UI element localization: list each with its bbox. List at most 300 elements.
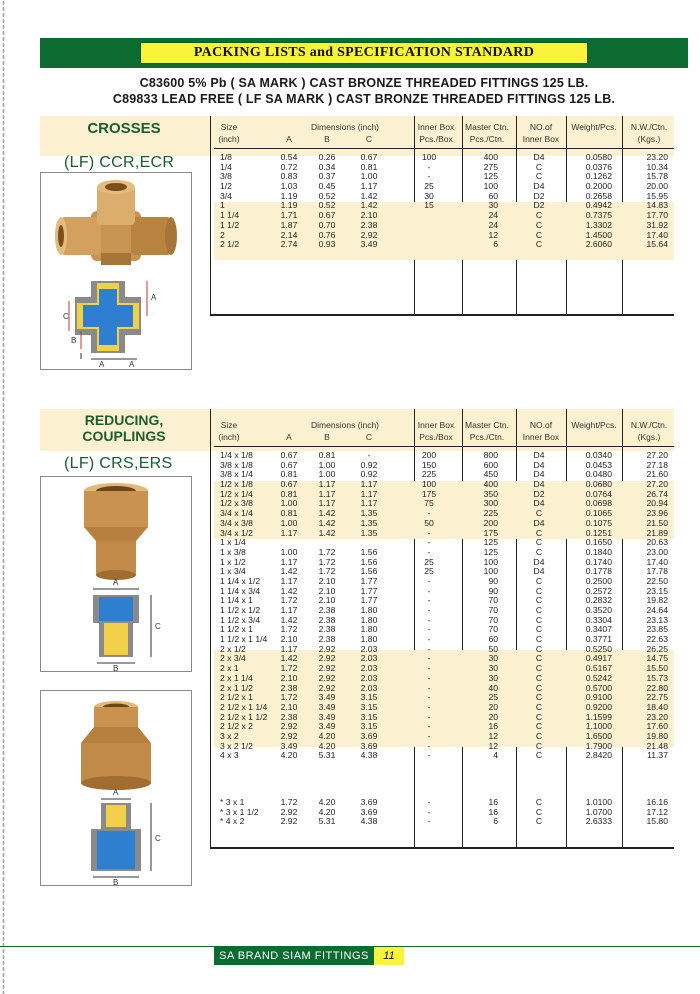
cell-nw: 17.40 (646, 229, 668, 240)
cell-wt: 1.1599 (585, 711, 612, 722)
cell-mc: 30 (488, 663, 498, 674)
cell-size: 3/4 x 3/8 (220, 517, 253, 528)
cell-mc: 30 (488, 653, 498, 664)
cell-b: 1.17 (318, 479, 336, 490)
cell-c: 0.81 (360, 161, 378, 172)
cell-b: 1.72 (318, 556, 336, 567)
cell-wt: 0.3771 (585, 634, 612, 645)
cell-size: 1 1/2 x 3/4 (220, 614, 261, 625)
cell-b: 1.17 (318, 498, 336, 509)
cell-b: 2.38 (318, 614, 336, 625)
cell-mc: 400 (483, 152, 498, 162)
cell-nw: 21.89 (646, 527, 668, 538)
cell-nw: 20.63 (646, 537, 668, 548)
cell-no: C (535, 210, 543, 221)
cell-wt: 0.0340 (585, 450, 612, 460)
cell-mc: 100 (483, 556, 498, 567)
cell-mc: 16 (488, 721, 498, 732)
header-size-crosses: Size (inch) (218, 122, 240, 144)
cell-wt: 1.3302 (585, 219, 612, 230)
cell-size: 2 1/2 x 1 (220, 692, 253, 703)
coupling-diagram (93, 589, 151, 663)
cell-ib: 200 (421, 450, 437, 460)
cell-ib: - (427, 171, 431, 182)
cell-size: * 3 x 1 (220, 797, 245, 807)
header-a-crosses: A (286, 134, 292, 144)
cell-size: 3/8 (220, 171, 232, 182)
table-row (214, 817, 674, 827)
cell-mc: 12 (488, 730, 498, 741)
cell-a: 1.42 (280, 614, 298, 625)
header-c-crosses: C (365, 134, 373, 144)
cell-b: 2.10 (318, 595, 336, 606)
cell-wt: 0.1075 (585, 517, 612, 528)
cell-wt: 0.3520 (585, 605, 612, 615)
cell-nw: 17.78 (646, 566, 668, 577)
cell-mc: 25 (488, 692, 498, 703)
cell-size: 1/2 x 1/4 (220, 488, 253, 499)
cell-ib: 50 (424, 517, 434, 528)
cell-a: 2.38 (280, 682, 298, 693)
cell-c: 1.77 (360, 585, 378, 596)
cell-wt: 2.6333 (585, 816, 612, 827)
cell-b: 2.38 (318, 624, 336, 635)
cell-no: C (535, 653, 543, 664)
cell-c: 3.15 (360, 711, 378, 722)
cell-a: 2.10 (280, 701, 298, 712)
cell-b: 2.10 (318, 585, 336, 596)
cell-b: 1.72 (318, 546, 336, 557)
cell-a: 1.17 (280, 605, 298, 615)
cell-size: 1 1/4 x 1/2 (220, 575, 261, 586)
cell-nw: 27.20 (646, 479, 668, 490)
cell-size: 1/2 (220, 181, 232, 192)
cell-ib: - (427, 692, 431, 703)
page-number: 11 (374, 947, 404, 965)
cell-nw: 23.85 (646, 624, 668, 635)
cell-size: * 4 x 2 (220, 816, 245, 827)
cell-a: 0.81 (280, 469, 298, 480)
cell-b: 0.34 (318, 161, 336, 172)
cell-wt: 1.1000 (585, 721, 612, 732)
cell-size: 1 x 3/4 (220, 566, 246, 577)
cell-no: D4 (533, 498, 545, 509)
cell-a: 2.92 (280, 721, 298, 732)
cell-ib: 30 (424, 190, 434, 201)
crosses-photo-frame (40, 172, 192, 370)
header-no-of-couplings: NO.of Inner Box (522, 420, 560, 442)
cell-ib: - (427, 614, 431, 625)
table-row (214, 240, 674, 250)
cell-ib: - (427, 643, 431, 654)
cell-wt: 0.3407 (585, 624, 612, 635)
coupling-star-diagram (91, 799, 151, 877)
cell-b: 0.37 (318, 171, 336, 182)
cell-no: C (535, 527, 543, 538)
cell-a: 2.92 (280, 816, 298, 827)
cell-c: 2.10 (360, 210, 378, 221)
cell-c: 1.56 (360, 546, 378, 557)
cell-wt: 0.9100 (585, 692, 612, 703)
cell-wt: 0.1065 (585, 508, 612, 519)
cell-c: 1.80 (360, 634, 378, 645)
cell-a: 2.92 (280, 730, 298, 741)
cell-c: 3.69 (360, 806, 378, 817)
crosses-table (214, 153, 674, 250)
cell-nw: 17.60 (646, 721, 668, 732)
cell-mc: 100 (483, 181, 498, 192)
cell-nw: 11.37 (647, 750, 668, 761)
cell-nw: 23.00 (646, 546, 668, 557)
header-nw-crosses: N.W./Ctn. (Kgs.) (630, 122, 668, 144)
cell-c: 3.15 (360, 692, 378, 703)
cell-size: 1 1/4 (220, 210, 240, 221)
header-dimensions-couplings: Dimensions (inch) (310, 420, 380, 430)
cell-nw: 27.20 (646, 450, 668, 460)
cell-no: C (535, 239, 543, 250)
cell-no: D4 (533, 152, 545, 162)
cell-ib: - (427, 624, 431, 635)
cell-mc: 12 (488, 229, 498, 240)
cell-size: 2 x 1 (220, 663, 239, 674)
cell-nw: 16.16 (646, 797, 668, 807)
cell-c: 2.03 (360, 682, 378, 693)
couplings-star-table (214, 798, 674, 827)
cell-a: 1.17 (280, 527, 298, 538)
cell-ib: - (427, 537, 431, 548)
cell-a: 2.10 (280, 634, 298, 645)
cell-size: 1 x 3/8 (220, 546, 246, 557)
cell-nw: 15.50 (646, 663, 668, 674)
cell-nw: 21.48 (646, 740, 668, 751)
cell-c: 3.15 (360, 721, 378, 732)
cell-b: 1.72 (318, 566, 336, 577)
cell-b: 5.31 (318, 816, 336, 827)
cell-wt: 0.5700 (585, 682, 612, 693)
cell-a: 1.72 (280, 624, 298, 635)
cell-mc: 20 (488, 711, 498, 722)
cell-c: 3.69 (360, 740, 378, 751)
cell-ib: - (427, 585, 431, 596)
cell-mc: 125 (483, 537, 498, 548)
diagram-label-a-bottom-2: A (129, 360, 135, 369)
cell-b: 1.42 (318, 517, 336, 528)
coupling-star-illustration (41, 691, 191, 885)
cell-no: C (535, 816, 543, 827)
cell-a: 2.74 (280, 239, 298, 250)
coupling-fitting-photo (84, 483, 148, 580)
cell-a: 2.92 (280, 806, 298, 817)
cell-no: C (535, 229, 543, 240)
cell-ib: - (427, 701, 431, 712)
cell-ib: 150 (421, 459, 437, 470)
cell-size: 1/4 (220, 161, 232, 172)
cell-nw: 17.40 (646, 556, 668, 567)
cell-mc: 400 (483, 479, 498, 490)
cell-no: C (535, 663, 543, 674)
cell-size: 2 x 1/2 (220, 643, 246, 654)
cell-mc: 30 (488, 200, 498, 211)
cell-nw: 20.00 (646, 181, 668, 192)
cell-ib: - (427, 663, 431, 674)
cell-nw: 22.80 (646, 682, 668, 693)
header-size-couplings: Size (inch) (218, 420, 240, 442)
cell-no: D4 (533, 459, 545, 470)
cell-nw: 23.13 (646, 614, 668, 625)
cell-a: 0.67 (280, 450, 298, 460)
cell-mc: 30 (488, 672, 498, 683)
cell-mc: 300 (483, 498, 498, 509)
cell-b: 2.92 (318, 653, 336, 664)
cell-wt: 1.6500 (585, 730, 612, 741)
cell-no: C (535, 643, 543, 654)
cell-wt: 0.1840 (585, 546, 612, 557)
cell-size: 2 1/2 x 1 1/4 (220, 701, 268, 712)
cell-ib: - (427, 721, 431, 732)
subtitle-c89833: C89833 LEAD FREE ( LF SA MARK ) CAST BRONZE THREADED FITTINGS 125 LB. (112, 92, 616, 106)
cell-mc: 12 (488, 740, 498, 751)
cell-c: 0.92 (360, 469, 378, 480)
cell-b: 2.38 (318, 634, 336, 645)
cell-mc: 16 (488, 806, 498, 817)
header-weight-couplings: Weight/Pcs. (571, 420, 617, 430)
header-nw-couplings: N.W./Ctn. (Kgs.) (630, 420, 668, 442)
cell-wt: 0.4917 (585, 653, 612, 664)
cell-b: 3.49 (318, 711, 336, 722)
cell-ib: 25 (424, 181, 434, 192)
cell-c: 1.56 (360, 556, 378, 567)
cell-ib: - (427, 806, 431, 817)
cell-a: 0.72 (280, 161, 298, 172)
cell-mc: 70 (488, 605, 498, 615)
cell-a: 2.14 (280, 229, 298, 240)
cell-wt: 0.9200 (585, 701, 612, 712)
cell-mc: 275 (483, 161, 498, 172)
cell-c: 1.42 (360, 190, 378, 201)
cell-mc: 125 (483, 546, 498, 557)
cell-b: 0.45 (318, 181, 336, 192)
cell-no: D2 (533, 488, 545, 499)
header-inner-box-couplings: Inner Box Pcs./Box (417, 420, 455, 442)
cell-no: D4 (533, 566, 545, 577)
cell-nw: 17.70 (646, 210, 668, 221)
cell-a: 0.67 (280, 479, 298, 490)
cell-mc: 90 (488, 585, 498, 596)
cell-a: 4.20 (280, 750, 298, 761)
cell-ib: 15 (424, 200, 434, 211)
cell-b: 0.52 (318, 190, 336, 201)
cell-nw: 15.78 (646, 171, 668, 182)
cell-c: 3.49 (360, 239, 378, 250)
banner-title: PACKING LISTS and SPECIFICATION STANDARD (140, 42, 588, 64)
header-b-crosses: B (324, 134, 330, 144)
cell-a: 1.00 (280, 498, 298, 509)
cell-mc: 6 (493, 816, 498, 827)
cell-size: 2 1/2 x 1 1/2 (220, 711, 268, 722)
cell-no: C (535, 721, 543, 732)
cell-ib: 25 (424, 556, 434, 567)
cell-mc: 40 (488, 682, 498, 693)
cell-nw: 15.73 (646, 672, 668, 683)
cell-c: 0.92 (360, 459, 378, 470)
cell-no: D2 (533, 200, 545, 211)
cell-ib: - (427, 575, 431, 586)
coupling-photo-frame (40, 476, 192, 672)
cell-no: C (535, 806, 543, 817)
cell-mc: 125 (483, 171, 498, 182)
diagram-label-c: C (155, 834, 161, 843)
cell-ib: - (427, 816, 431, 827)
cell-b: 0.93 (318, 239, 336, 250)
cell-mc: 350 (483, 488, 498, 499)
cell-no: C (535, 546, 543, 557)
cell-wt: 0.0764 (585, 488, 612, 499)
header-b-couplings: B (324, 432, 330, 442)
diagram-label-a: A (113, 788, 119, 797)
cell-b: 0.26 (318, 152, 336, 162)
cell-size: * 3 x 1 1/2 (220, 806, 259, 817)
cell-b: 4.20 (318, 740, 336, 751)
cell-wt: 0.5242 (585, 672, 612, 683)
cell-c: 1.56 (360, 566, 378, 577)
cell-b: 3.49 (318, 721, 336, 732)
cell-size: 2 x 1 1/2 (220, 682, 253, 693)
cell-mc: 6 (493, 239, 498, 250)
cell-no: D4 (533, 556, 545, 567)
cell-size: 1 1/2 x 1/2 (220, 605, 261, 615)
cell-wt: 0.1251 (585, 527, 612, 538)
cell-nw: 23.96 (646, 508, 668, 519)
cell-wt: 2.6060 (585, 239, 612, 250)
cell-mc: 60 (488, 634, 498, 645)
crosses-model: (LF) CCR,ECR (64, 154, 175, 171)
cell-nw: 20.94 (646, 498, 668, 509)
cell-a: 1.72 (280, 692, 298, 703)
cell-nw: 22.75 (646, 692, 668, 703)
cell-mc: 90 (488, 575, 498, 586)
cell-wt: 0.0480 (585, 469, 612, 480)
cell-size: 1 1/2 (220, 219, 240, 230)
cell-a: 1.17 (280, 643, 298, 654)
cell-c: 1.35 (360, 517, 378, 528)
cell-nw: 15.95 (646, 190, 668, 201)
couplings-model: (LF) CRS,ERS (64, 455, 173, 472)
cell-wt: 0.1740 (585, 556, 612, 567)
cell-b: 1.42 (318, 508, 336, 519)
cell-size: 2 (220, 229, 225, 240)
coupling-illustration (41, 477, 191, 671)
cell-no: C (535, 585, 543, 596)
cell-nw: 31.92 (646, 219, 668, 230)
cell-mc: 4 (493, 750, 498, 761)
cell-c: 1.00 (360, 171, 378, 182)
cell-no: C (535, 624, 543, 635)
cell-wt: 0.2832 (585, 595, 612, 606)
cell-no: C (535, 508, 543, 519)
cell-ib: - (427, 527, 431, 538)
cell-nw: 19.80 (646, 730, 668, 741)
cell-size: 1 1/2 x 1 (220, 624, 253, 635)
cell-no: C (535, 711, 543, 722)
cell-nw: 14.83 (646, 200, 668, 211)
cell-c: 0.67 (360, 152, 378, 162)
cell-ib: - (427, 672, 431, 683)
cell-no: C (535, 692, 543, 703)
cell-wt: 1.0700 (585, 806, 612, 817)
cell-mc: 450 (483, 469, 498, 480)
cell-b: 0.81 (318, 450, 336, 460)
cell-nw: 17.12 (646, 806, 668, 817)
cell-b: 0.67 (318, 210, 336, 221)
cell-nw: 24.64 (646, 605, 668, 615)
cell-ib: - (427, 605, 431, 615)
cell-b: 3.49 (318, 692, 336, 703)
cell-a: 1.72 (280, 663, 298, 674)
cell-b: 1.00 (318, 469, 336, 480)
cell-c: 2.03 (360, 643, 378, 654)
cell-b: 1.00 (318, 459, 336, 470)
cell-no: C (535, 634, 543, 645)
diagram-label-c: C (63, 312, 69, 321)
cell-ib: 100 (421, 152, 437, 162)
cell-mc: 70 (488, 614, 498, 625)
diagram-label-a: A (151, 293, 157, 302)
cell-a: 0.54 (280, 152, 298, 162)
cell-ib: 75 (424, 498, 434, 509)
cell-wt: 0.0680 (585, 479, 612, 490)
cell-nw: 18.40 (646, 701, 668, 712)
cell-no: D2 (533, 190, 545, 201)
cell-b: 2.38 (318, 605, 336, 615)
cell-ib: - (427, 653, 431, 664)
crosses-illustration (41, 173, 191, 369)
cell-ib: - (427, 682, 431, 693)
cell-c: 1.80 (360, 624, 378, 635)
cell-a: 1.17 (280, 556, 298, 567)
cell-size: 2 1/2 x 2 (220, 721, 253, 732)
cell-c: 2.03 (360, 653, 378, 664)
cell-c: 1.17 (360, 479, 378, 490)
cell-a: 2.38 (280, 711, 298, 722)
cell-ib: - (427, 750, 431, 761)
cell-no: C (535, 740, 543, 751)
cell-nw: 27.18 (646, 459, 668, 470)
cell-size: 1 x 1/2 (220, 556, 246, 567)
cell-ib: 25 (424, 566, 434, 577)
cell-a: 1.17 (280, 575, 298, 586)
cell-ib: - (427, 595, 431, 606)
cell-no: C (535, 797, 543, 807)
cell-nw: 15.64 (646, 239, 668, 250)
cell-nw: 21.50 (646, 517, 668, 528)
crosses-bottom-rule (210, 314, 674, 316)
crosses-title: CROSSES (87, 120, 161, 137)
cell-b: 1.17 (318, 488, 336, 499)
cell-no: C (535, 605, 543, 615)
cell-mc: 200 (483, 517, 498, 528)
cell-b: 2.92 (318, 672, 336, 683)
cell-a: 1.19 (280, 190, 298, 201)
header-weight-crosses: Weight/Pcs. (571, 122, 617, 132)
cross-fitting-photo (55, 180, 177, 265)
cell-no: C (535, 219, 543, 230)
cell-wt: 1.4500 (585, 229, 612, 240)
cell-size: 3/8 x 1/8 (220, 459, 253, 470)
cell-no: C (535, 595, 543, 606)
cell-c: 3.15 (360, 701, 378, 712)
crosses-divider (210, 116, 211, 314)
cell-mc: 100 (483, 566, 498, 577)
